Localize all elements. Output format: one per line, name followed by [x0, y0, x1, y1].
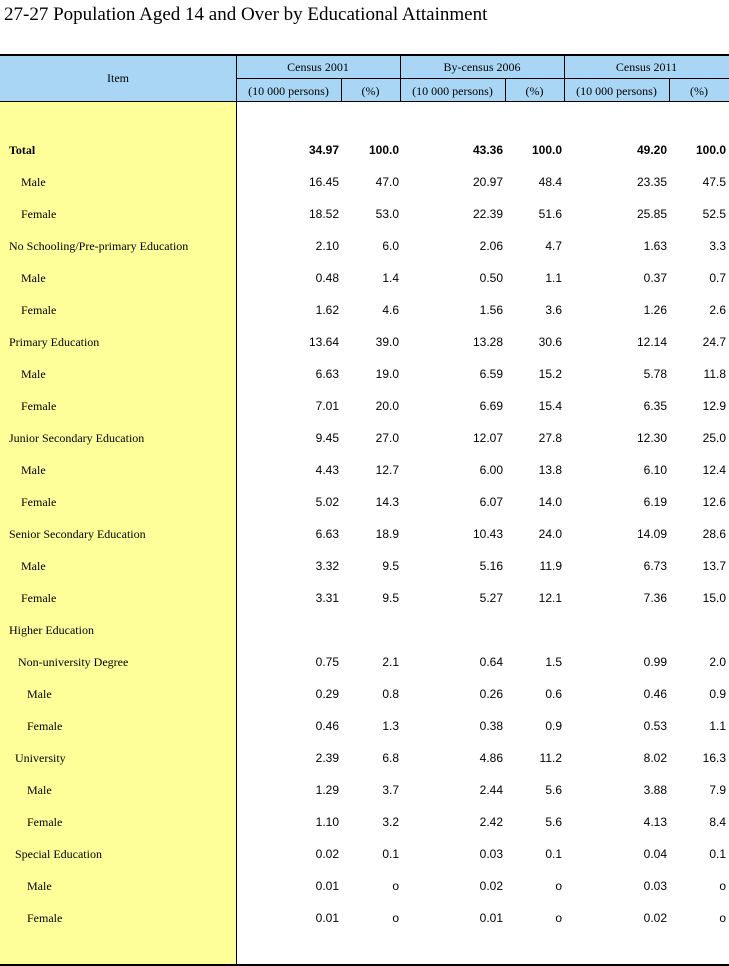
cell-2011-pct: o	[719, 911, 726, 925]
cell-2006-persons: 10.43	[472, 527, 503, 541]
cell-2006-persons: 13.28	[472, 335, 503, 349]
cell-2006-pct: 48.4	[538, 175, 562, 189]
row-label: Male	[21, 463, 46, 477]
cell-2006-persons: 6.69	[479, 399, 503, 413]
cell-2001-persons: 1.10	[315, 815, 339, 829]
cell-2006-persons: 43.36	[472, 143, 503, 157]
cell-2006-pct: o	[555, 879, 562, 893]
cell-2006-persons: 6.00	[479, 463, 503, 477]
cell-2011-pct: 15.0	[702, 591, 726, 605]
row-label: Female	[27, 719, 63, 733]
cell-2001-persons: 6.63	[315, 367, 339, 381]
cell-2006-pct: 30.6	[538, 335, 562, 349]
cell-2006-pct: 12.1	[538, 591, 562, 605]
cell-2006-pct: 24.0	[538, 527, 562, 541]
cell-2001-pct: 6.8	[382, 751, 399, 765]
cell-2001-pct: 6.0	[382, 239, 399, 253]
table-row	[0, 198, 729, 230]
header-divider	[236, 78, 729, 79]
cell-2006-persons: 0.01	[479, 911, 503, 925]
row-label: Female	[27, 911, 63, 925]
cell-2011-pct: 7.9	[709, 783, 726, 797]
header-pct-unit: (%)	[525, 84, 544, 98]
table-row	[0, 262, 729, 294]
table-row	[0, 582, 729, 614]
cell-2006-pct: 14.0	[538, 495, 562, 509]
cell-2001-pct: 2.1	[382, 655, 399, 669]
table-row	[0, 902, 729, 934]
cell-2011-persons: 6.73	[643, 559, 667, 573]
table-row	[0, 646, 729, 678]
cell-2006-persons: 2.42	[479, 815, 503, 829]
row-label: Female	[21, 303, 57, 317]
cell-2001-persons: 18.52	[308, 207, 339, 221]
cell-2011-pct: 100.0	[695, 143, 726, 157]
cell-2011-persons: 0.46	[643, 687, 667, 701]
cell-2001-pct: 100.0	[368, 143, 399, 157]
header-persons-unit: (10 000 persons)	[248, 84, 329, 98]
cell-2006-persons: 0.26	[479, 687, 503, 701]
cell-2001-persons: 2.10	[315, 239, 339, 253]
table-row	[0, 742, 729, 774]
row-label: Female	[21, 495, 57, 509]
cell-2001-persons: 13.64	[308, 335, 339, 349]
cell-2011-pct: 47.5	[702, 175, 726, 189]
row-label: Male	[21, 175, 46, 189]
cell-2001-pct: 39.0	[375, 335, 399, 349]
cell-2006-persons: 0.38	[479, 719, 503, 733]
row-label: Primary Education	[9, 335, 100, 349]
cell-2001-pct: 20.0	[375, 399, 399, 413]
cell-2001-persons: 3.32	[315, 559, 339, 573]
header-census-2011: Census 2011	[615, 60, 678, 74]
cell-2006-pct: 5.6	[545, 815, 562, 829]
cell-2001-persons: 1.29	[315, 783, 339, 797]
table-row	[0, 230, 729, 262]
cell-2001-pct: 9.5	[382, 559, 399, 573]
cell-2011-pct: 2.6	[709, 303, 726, 317]
table-row	[0, 422, 729, 454]
cell-2011-pct: 2.0	[709, 655, 726, 669]
cell-2001-pct: 19.0	[375, 367, 399, 381]
cell-2001-persons: 0.29	[315, 687, 339, 701]
row-label: Special Education	[15, 847, 102, 861]
cell-2001-pct: 47.0	[375, 175, 399, 189]
cell-2011-pct: 11.8	[703, 367, 726, 381]
table-row	[0, 294, 729, 326]
cell-2001-pct: 12.7	[375, 463, 399, 477]
cell-2006-pct: 1.5	[545, 655, 562, 669]
table-row	[0, 518, 729, 550]
cell-2001-persons: 2.39	[315, 751, 339, 765]
cell-2011-persons: 5.78	[643, 367, 667, 381]
cell-2006-pct: 100.0	[531, 143, 562, 157]
cell-2001-persons: 34.97	[308, 143, 339, 157]
table-row	[0, 134, 729, 166]
table-row	[0, 838, 729, 870]
cell-2001-pct: o	[392, 911, 399, 925]
cell-2001-persons: 0.48	[315, 271, 339, 285]
cell-2006-persons: 6.07	[479, 495, 503, 509]
cell-2006-persons: 5.16	[479, 559, 503, 573]
cell-2006-pct: 0.9	[545, 719, 562, 733]
table-row	[0, 614, 729, 646]
cell-2006-persons: 2.44	[479, 783, 503, 797]
row-label: Non-university Degree	[18, 655, 129, 669]
cell-2006-pct: 11.9	[539, 559, 562, 573]
cell-2006-pct: 1.1	[545, 271, 562, 285]
cell-2001-persons: 5.02	[315, 495, 339, 509]
cell-2011-persons: 0.04	[643, 847, 667, 861]
header-pct-unit: (%)	[361, 84, 380, 98]
cell-2001-persons: 4.43	[315, 463, 339, 477]
cell-2001-persons: 0.01	[315, 879, 339, 893]
cell-2011-pct: 24.7	[702, 335, 726, 349]
cell-2011-persons: 8.02	[643, 751, 667, 765]
cell-2011-persons: 0.99	[643, 655, 667, 669]
cell-2006-persons: 6.59	[479, 367, 503, 381]
header-item: Item	[107, 71, 129, 85]
cell-2001-persons: 0.01	[315, 911, 339, 925]
header-census-2001: Census 2001	[287, 60, 349, 74]
row-label: Higher Education	[9, 623, 94, 637]
cell-2006-pct: 13.8	[538, 463, 562, 477]
cell-2011-pct: 28.6	[702, 527, 726, 541]
cell-2001-persons: 7.01	[315, 399, 339, 413]
table-row	[0, 358, 729, 390]
cell-2011-pct: 16.3	[702, 751, 726, 765]
row-label: Junior Secondary Education	[9, 431, 145, 445]
header-pct-unit: (%)	[690, 84, 708, 98]
cell-2001-pct: 0.8	[382, 687, 399, 701]
cell-2006-persons: 2.06	[479, 239, 503, 253]
cell-2011-persons: 25.85	[636, 207, 667, 221]
row-label: Senior Secondary Education	[9, 527, 146, 541]
cell-2011-pct: 1.1	[709, 719, 726, 733]
cell-2001-persons: 9.45	[315, 431, 339, 445]
cell-2001-pct: 4.6	[382, 303, 399, 317]
cell-2011-persons: 7.36	[643, 591, 667, 605]
table-row	[0, 166, 729, 198]
cell-2006-pct: 5.6	[545, 783, 562, 797]
cell-2006-persons: 0.02	[479, 879, 503, 893]
cell-2006-pct: 15.2	[538, 367, 562, 381]
table-row	[0, 806, 729, 838]
cell-2001-persons: 0.46	[315, 719, 339, 733]
row-label: Male	[21, 367, 46, 381]
cell-2006-persons: 0.50	[479, 271, 503, 285]
cell-2001-pct: 9.5	[382, 591, 399, 605]
row-label: Male	[27, 879, 52, 893]
table-row	[0, 678, 729, 710]
cell-2011-persons: 1.63	[643, 239, 667, 253]
cell-2011-persons: 0.37	[643, 271, 667, 285]
data-table	[0, 54, 729, 966]
cell-2011-persons: 0.53	[643, 719, 667, 733]
cell-2011-persons: 6.10	[643, 463, 667, 477]
cell-2001-persons: 1.62	[315, 303, 339, 317]
header-persons-unit: (10 000 persons)	[412, 84, 493, 98]
cell-2006-persons: 5.27	[479, 591, 503, 605]
cell-2006-persons: 0.03	[479, 847, 503, 861]
cell-2006-pct: 51.6	[538, 207, 562, 221]
cell-2006-persons: 20.97	[472, 175, 503, 189]
cell-2011-pct: 12.9	[702, 399, 726, 413]
row-label: Male	[27, 783, 52, 797]
cell-2011-persons: 6.35	[643, 399, 667, 413]
cell-2006-pct: 4.7	[545, 239, 562, 253]
cell-2011-persons: 14.09	[636, 527, 667, 541]
cell-2001-pct: o	[392, 879, 399, 893]
cell-2011-pct: 13.7	[702, 559, 726, 573]
cell-2006-persons: 4.86	[479, 751, 503, 765]
cell-2001-pct: 27.0	[375, 431, 399, 445]
cell-2001-pct: 1.3	[382, 719, 399, 733]
row-label: Total	[9, 143, 36, 157]
cell-2006-persons: 0.64	[479, 655, 503, 669]
cell-2006-pct: 27.8	[538, 431, 562, 445]
cell-2006-pct: 15.4	[538, 399, 562, 413]
cell-2001-pct: 3.2	[382, 815, 399, 829]
header-bycensus-2006: By-census 2006	[443, 60, 521, 74]
cell-2001-persons: 0.02	[315, 847, 339, 861]
cell-2011-persons: 23.35	[636, 175, 667, 189]
table-row	[0, 710, 729, 742]
cell-2011-pct: 12.6	[702, 495, 726, 509]
cell-2006-pct: 0.1	[545, 847, 562, 861]
table-row	[0, 390, 729, 422]
cell-2001-pct: 3.7	[382, 783, 399, 797]
row-label: Female	[21, 399, 57, 413]
table-row	[0, 550, 729, 582]
row-label: Female	[27, 815, 63, 829]
cell-2011-pct: o	[719, 879, 726, 893]
cell-2001-persons: 16.45	[308, 175, 339, 189]
row-label: Male	[27, 687, 52, 701]
cell-2011-persons: 12.14	[636, 335, 667, 349]
table-row	[0, 486, 729, 518]
cell-2011-persons: 0.03	[643, 879, 667, 893]
cell-2011-pct: 12.4	[702, 463, 726, 477]
page-title: 27-27 Population Aged 14 and Over by Educational Attainment	[4, 4, 488, 25]
cell-2001-pct: 0.1	[382, 847, 399, 861]
cell-2011-pct: 0.9	[709, 687, 726, 701]
cell-2011-pct: 0.7	[709, 271, 726, 285]
cell-2006-pct: 0.6	[545, 687, 562, 701]
cell-2001-persons: 6.63	[315, 527, 339, 541]
row-label: Male	[21, 271, 46, 285]
cell-2001-pct: 18.9	[375, 527, 399, 541]
cell-2011-pct: 8.4	[709, 815, 726, 829]
cell-2001-persons: 0.75	[315, 655, 339, 669]
cell-2011-persons: 1.26	[643, 303, 667, 317]
header-bottom-rule	[0, 101, 729, 102]
table-row	[0, 454, 729, 486]
cell-2006-pct: o	[555, 911, 562, 925]
cell-2001-persons: 3.31	[315, 591, 339, 605]
cell-2006-pct: 11.2	[539, 751, 562, 765]
cell-2011-persons: 49.20	[636, 143, 667, 157]
cell-2011-persons: 4.13	[643, 815, 667, 829]
row-label: University	[15, 751, 66, 765]
cell-2006-pct: 3.6	[545, 303, 562, 317]
cell-2006-persons: 22.39	[472, 207, 503, 221]
header-persons-unit: (10 000 persons)	[576, 84, 657, 98]
cell-2006-persons: 12.07	[472, 431, 503, 445]
cell-2011-pct: 3.3	[709, 239, 726, 253]
row-label: Male	[21, 559, 46, 573]
table-row	[0, 870, 729, 902]
cell-2011-pct: 0.1	[709, 847, 726, 861]
cell-2011-persons: 0.02	[643, 911, 667, 925]
table-row	[0, 774, 729, 806]
cell-2011-persons: 12.30	[636, 431, 667, 445]
cell-2001-pct: 53.0	[375, 207, 399, 221]
cell-2001-pct: 14.3	[375, 495, 399, 509]
cell-2011-persons: 6.19	[643, 495, 667, 509]
cell-2011-pct: 52.5	[702, 207, 726, 221]
row-label: No Schooling/Pre-primary Education	[9, 239, 189, 253]
cell-2011-persons: 3.88	[643, 783, 667, 797]
row-label: Female	[21, 207, 57, 221]
cell-2006-persons: 1.56	[479, 303, 503, 317]
row-label: Female	[21, 591, 57, 605]
table-row	[0, 326, 729, 358]
cell-2011-pct: 25.0	[702, 431, 726, 445]
cell-2001-pct: 1.4	[382, 271, 399, 285]
